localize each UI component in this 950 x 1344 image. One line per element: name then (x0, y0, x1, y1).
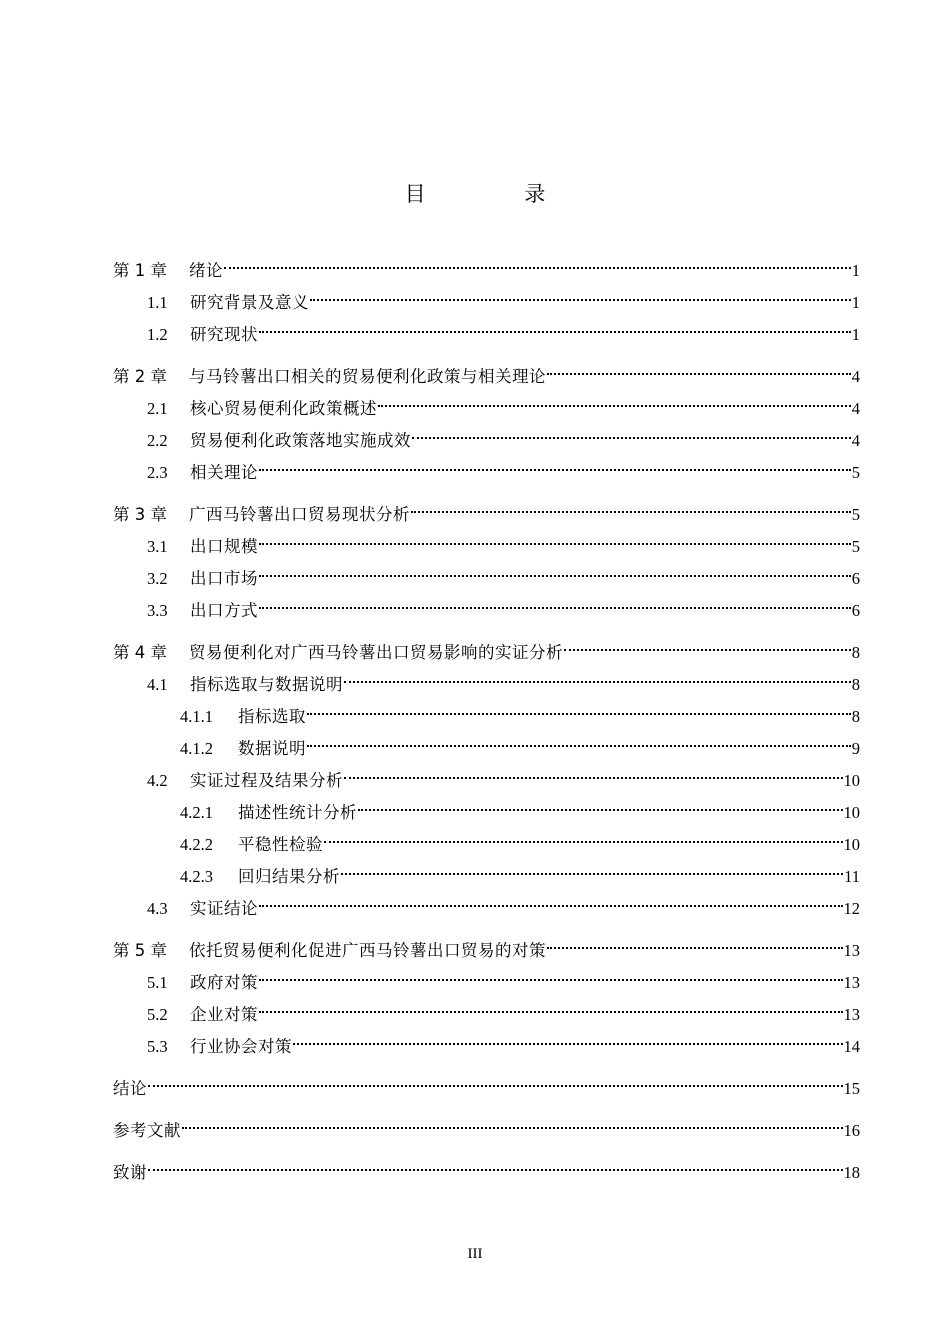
dot-leader (412, 414, 851, 446)
toc-entry-page: 14 (843, 1037, 860, 1056)
toc-entry-number: 2.2 (147, 431, 168, 450)
toc-chapter-entry[interactable] (113, 488, 860, 524)
toc-entry-label: 企业对策 (190, 1005, 258, 1024)
dot-leader (259, 988, 843, 1020)
toc-entry-label: 数据说明 (238, 739, 306, 758)
toc-entry-page: 1 (851, 293, 860, 312)
dot-leader (307, 690, 851, 722)
toc-entry-number: 2.3 (147, 463, 168, 482)
toc-entry-number: 3.1 (147, 537, 168, 556)
toc-entry-page: 18 (843, 1163, 860, 1182)
toc-entry-number: 4.2.1 (180, 803, 213, 822)
table-of-contents (113, 244, 860, 1182)
toc-entry-label: 参考文献 (113, 1121, 181, 1140)
toc-chapter-entry[interactable] (113, 1146, 860, 1182)
toc-entry-label: 依托贸易便利化促进广西马铃薯出口贸易的对策 (189, 941, 546, 960)
toc-entry-number: 第 3 章 (113, 505, 167, 524)
toc-entry-page: 10 (843, 803, 860, 822)
toc-entry-page: 5 (851, 505, 860, 524)
toc-entry-label: 实证结论 (190, 899, 258, 918)
toc-entry-label: 平稳性检验 (238, 835, 323, 854)
toc-entry-label: 核心贸易便利化政策概述 (190, 399, 377, 418)
toc-entry-number: 1.1 (147, 293, 168, 312)
dot-leader (564, 626, 851, 658)
toc-entry-page: 6 (851, 601, 860, 620)
toc-entry-page: 11 (844, 867, 860, 886)
toc-entry-page: 9 (851, 739, 860, 758)
toc-entry-page: 8 (851, 643, 860, 662)
toc-entry-number: 第 5 章 (113, 941, 167, 960)
toc-entry-label: 贸易便利化政策落地实施成效 (190, 431, 411, 450)
dot-leader (259, 956, 843, 988)
toc-entry-number: 5.3 (147, 1037, 168, 1056)
toc-entry-label: 出口规模 (190, 537, 258, 556)
dot-leader (259, 446, 851, 478)
toc-entry-number: 5.1 (147, 973, 168, 992)
toc-entry-label: 出口方式 (190, 601, 258, 620)
dot-leader (358, 786, 843, 818)
toc-entry-number: 1.2 (147, 325, 168, 344)
dot-leader (148, 1146, 843, 1178)
toc-entry-number: 4.1 (147, 675, 168, 694)
dot-leader (259, 520, 851, 552)
toc-entry-label: 指标选取 (238, 707, 306, 726)
dot-leader (310, 276, 851, 308)
toc-entry-number: 5.2 (147, 1005, 168, 1024)
toc-entry-label: 贸易便利化对广西马铃薯出口贸易影响的实证分析 (189, 643, 563, 662)
toc-entry-page: 13 (843, 1005, 860, 1024)
toc-entry-label: 绪论 (189, 261, 223, 280)
toc-entry-page: 13 (843, 941, 860, 960)
page-number: III (467, 1246, 483, 1262)
toc-entry-page: 5 (851, 463, 860, 482)
dot-leader (259, 308, 851, 340)
toc-entry-number: 第 4 章 (113, 643, 167, 662)
toc-entry-label: 实证过程及结果分析 (190, 771, 343, 790)
toc-entry-page: 10 (843, 835, 860, 854)
dot-leader (411, 488, 851, 520)
toc-entry-page: 4 (851, 399, 860, 418)
dot-leader (182, 1104, 843, 1136)
dot-leader (293, 1020, 843, 1052)
toc-chapter-entry[interactable] (113, 1062, 860, 1098)
toc-entry-number: 2.1 (147, 399, 168, 418)
toc-entry-label: 广西马铃薯出口贸易现状分析 (189, 505, 410, 524)
toc-entry-number: 4.3 (147, 899, 168, 918)
toc-entry-number: 4.1.2 (180, 739, 213, 758)
dot-leader (344, 754, 843, 786)
toc-entry-label: 指标选取与数据说明 (190, 675, 343, 694)
dot-leader (378, 382, 851, 414)
toc-entry-page: 10 (843, 771, 860, 790)
toc-entry-label: 研究现状 (190, 325, 258, 344)
toc-entry-page: 5 (851, 537, 860, 556)
dot-leader (324, 818, 843, 850)
toc-entry-number: 3.3 (147, 601, 168, 620)
dot-leader (259, 552, 851, 584)
toc-entry-label: 与马铃薯出口相关的贸易便利化政策与相关理论 (189, 367, 546, 386)
dot-leader (307, 722, 851, 754)
toc-entry-page: 4 (851, 431, 860, 450)
dot-leader (547, 924, 843, 956)
toc-entry-page: 8 (851, 707, 860, 726)
toc-entry-page: 15 (843, 1079, 860, 1098)
dot-leader (259, 584, 851, 616)
dot-leader (341, 850, 843, 882)
toc-entry-label: 描述性统计分析 (238, 803, 357, 822)
toc-entry-page: 12 (843, 899, 860, 918)
toc-chapter-entry[interactable] (113, 626, 860, 662)
toc-entry-number: 4.2 (147, 771, 168, 790)
toc-entry-page: 4 (851, 367, 860, 386)
dot-leader (224, 244, 851, 276)
toc-entry-number: 4.1.1 (180, 707, 213, 726)
toc-entry-label: 相关理论 (190, 463, 258, 482)
toc-entry-number: 第 1 章 (113, 261, 167, 280)
toc-chapter-entry[interactable] (113, 244, 860, 280)
toc-entry-label: 研究背景及意义 (190, 293, 309, 312)
toc-entry-label: 行业协会对策 (190, 1037, 292, 1056)
toc-section-entry[interactable] (113, 276, 860, 312)
toc-entry-label: 致谢 (113, 1163, 147, 1182)
toc-entry-number: 4.2.2 (180, 835, 213, 854)
toc-chapter-entry[interactable] (113, 924, 860, 960)
toc-entry-page: 16 (843, 1121, 860, 1140)
toc-entry-label: 结论 (113, 1079, 147, 1098)
toc-entry-page: 1 (851, 325, 860, 344)
toc-entry-page: 13 (843, 973, 860, 992)
toc-chapter-entry[interactable] (113, 350, 860, 386)
toc-entry-label: 政府对策 (190, 973, 258, 992)
dot-leader (344, 658, 851, 690)
toc-entry-page: 8 (851, 675, 860, 694)
toc-entry-page: 6 (851, 569, 860, 588)
dot-leader (148, 1062, 843, 1094)
toc-entry-number: 4.2.3 (180, 867, 213, 886)
toc-entry-number: 3.2 (147, 569, 168, 588)
page-title: 目 录 (404, 182, 592, 206)
toc-entry-page: 1 (851, 261, 860, 280)
toc-entry-number: 第 2 章 (113, 367, 167, 386)
dot-leader (547, 350, 851, 382)
toc-chapter-entry[interactable] (113, 1104, 860, 1140)
toc-entry-label: 出口市场 (190, 569, 258, 588)
toc-entry-label: 回归结果分析 (238, 867, 340, 886)
dot-leader (259, 882, 843, 914)
